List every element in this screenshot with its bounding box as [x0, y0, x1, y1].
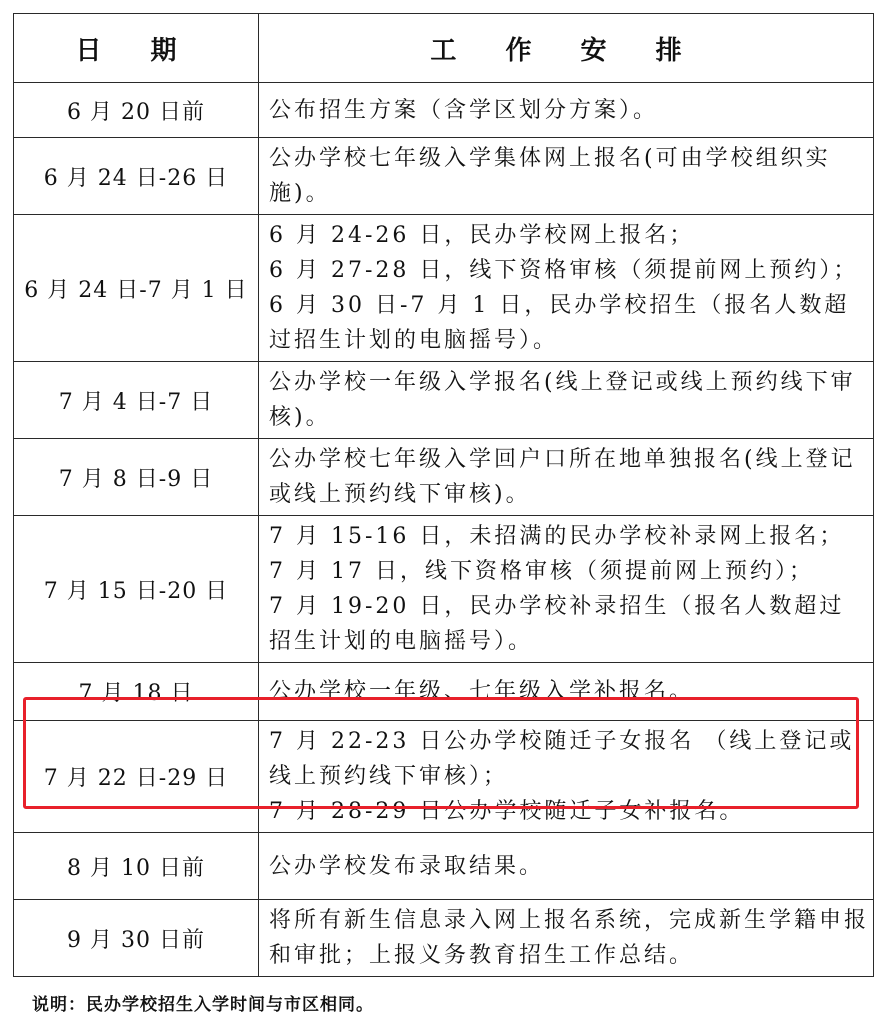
plan-cell: 公布招生方案（含学区划分方案）。 — [259, 83, 874, 138]
plan-cell: 公办学校七年级入学集体网上报名(可由学校组织实施)。 — [259, 138, 874, 215]
table-header-row — [14, 14, 874, 83]
date-cell: 7 月 15 日-20 日 — [14, 516, 259, 663]
plan-cell: 公办学校一年级入学报名(线上登记或线上预约线下审核)。 — [259, 362, 874, 439]
date-cell: 6 月 24 日-26 日 — [14, 138, 259, 215]
table-row — [14, 83, 874, 138]
footnote: 说明：民办学校招生入学时间与市区相同。 — [32, 995, 374, 1015]
date-cell: 7 月 22 日-29 日 — [14, 721, 259, 833]
table-row-highlighted — [14, 721, 874, 833]
plan-cell: 7 月 15-16 日，未招满的民办学校补录网上报名； 7 月 17 日，线下资格审核（须提前网上预约）； 7 月 19-20 日，民办学校补录招生（报名人数超过招生计划的电脑摇号）。 — [259, 516, 874, 663]
plan-cell: 公办学校七年级入学回户口所在地单独报名(线上登记或线上预约线下审核)。 — [259, 439, 874, 516]
plan-cell: 公办学校一年级、七年级入学补报名。 — [259, 663, 874, 721]
date-cell: 7 月 4 日-7 日 — [14, 362, 259, 439]
table-row — [14, 663, 874, 721]
table-row — [14, 215, 874, 362]
table-row — [14, 833, 874, 900]
date-cell: 6 月 20 日前 — [14, 83, 259, 138]
schedule-table — [13, 13, 874, 977]
plan-cell: 公办学校发布录取结果。 — [259, 833, 874, 900]
table-row — [14, 516, 874, 663]
plan-column-header: 工 作 安 排 — [259, 14, 874, 83]
table-row — [14, 362, 874, 439]
date-cell: 8 月 10 日前 — [14, 833, 259, 900]
date-cell: 7 月 8 日-9 日 — [14, 439, 259, 516]
plan-cell: 将所有新生信息录入网上报名系统，完成新生学籍申报和审批；上报义务教育招生工作总结。 — [259, 900, 874, 977]
table-row — [14, 439, 874, 516]
date-cell: 9 月 30 日前 — [14, 900, 259, 977]
plan-cell: 6 月 24-26 日，民办学校网上报名； 6 月 27-28 日，线下资格审核（须提前网上预约）； 6 月 30 日-7 月 1 日，民办学校招生（报名人数超过招生计划的电脑摇号）。 — [259, 215, 874, 362]
date-column-header: 日 期 — [14, 14, 259, 83]
date-cell: 7 月 18 日 — [14, 663, 259, 721]
table-row — [14, 138, 874, 215]
table-row — [14, 900, 874, 977]
plan-cell: 7 月 22-23 日公办学校随迁子女报名 （线上登记或线上预约线下审核）； 7 月 28-29 日公办学校随迁子女补报名。 — [259, 721, 874, 833]
date-cell: 6 月 24 日-7 月 1 日 — [14, 215, 259, 362]
